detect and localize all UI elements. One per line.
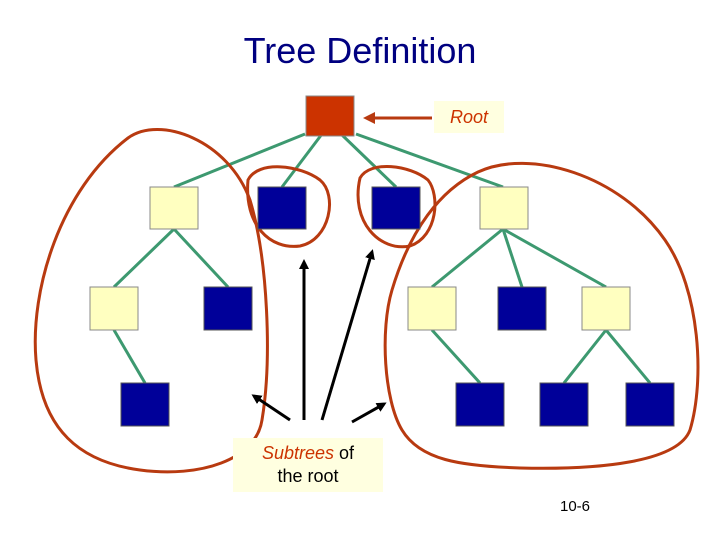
slide-title: Tree Definition: [243, 30, 477, 71]
edge-r2-blue-child: [432, 330, 480, 383]
edge-r3-blue-child-left: [564, 330, 606, 383]
edge-l1-yellow-child: [114, 229, 174, 287]
arrow-to-left-subtree: [254, 396, 290, 420]
subtree-pointer-arrows: [254, 252, 384, 422]
right-leaf-node-2: [540, 383, 588, 426]
subtrees-caption: [233, 438, 383, 492]
edge-root-right-yellow: [356, 134, 503, 187]
root-label: Root: [434, 101, 504, 133]
subtrees-emphasis: Subtrees: [261, 443, 335, 463]
root-node: [306, 96, 354, 136]
page-number: 10-6: [560, 498, 591, 515]
edge-r3-blue-child-right: [606, 330, 650, 383]
right-grandchild-yellow-left-node: [408, 287, 456, 330]
edge-r1-yellow-child: [432, 229, 503, 287]
arrow-to-middle-right-subtree: [322, 252, 372, 420]
left-child-node: [150, 187, 198, 229]
left-grandchild-blue-node: [204, 287, 252, 330]
edge-root-blue-right: [341, 134, 396, 187]
middle-left-child-node: [258, 187, 306, 229]
edge-l1-blue-child: [174, 229, 228, 287]
right-child-node: [480, 187, 528, 229]
right-grandchild-blue-node: [498, 287, 546, 330]
edge-l2-blue-child: [114, 330, 145, 383]
left-leaf-node: [121, 383, 169, 426]
right-leaf-node-1: [456, 383, 504, 426]
subtrees-line2: the root: [277, 466, 339, 486]
right-leaf-node-3: [626, 383, 674, 426]
right-grandchild-yellow-right-node: [582, 287, 630, 330]
left-grandchild-yellow-node: [90, 287, 138, 330]
subtrees-of: of: [334, 443, 355, 463]
arrow-to-right-subtree: [352, 404, 384, 422]
middle-right-child-node: [372, 187, 420, 229]
